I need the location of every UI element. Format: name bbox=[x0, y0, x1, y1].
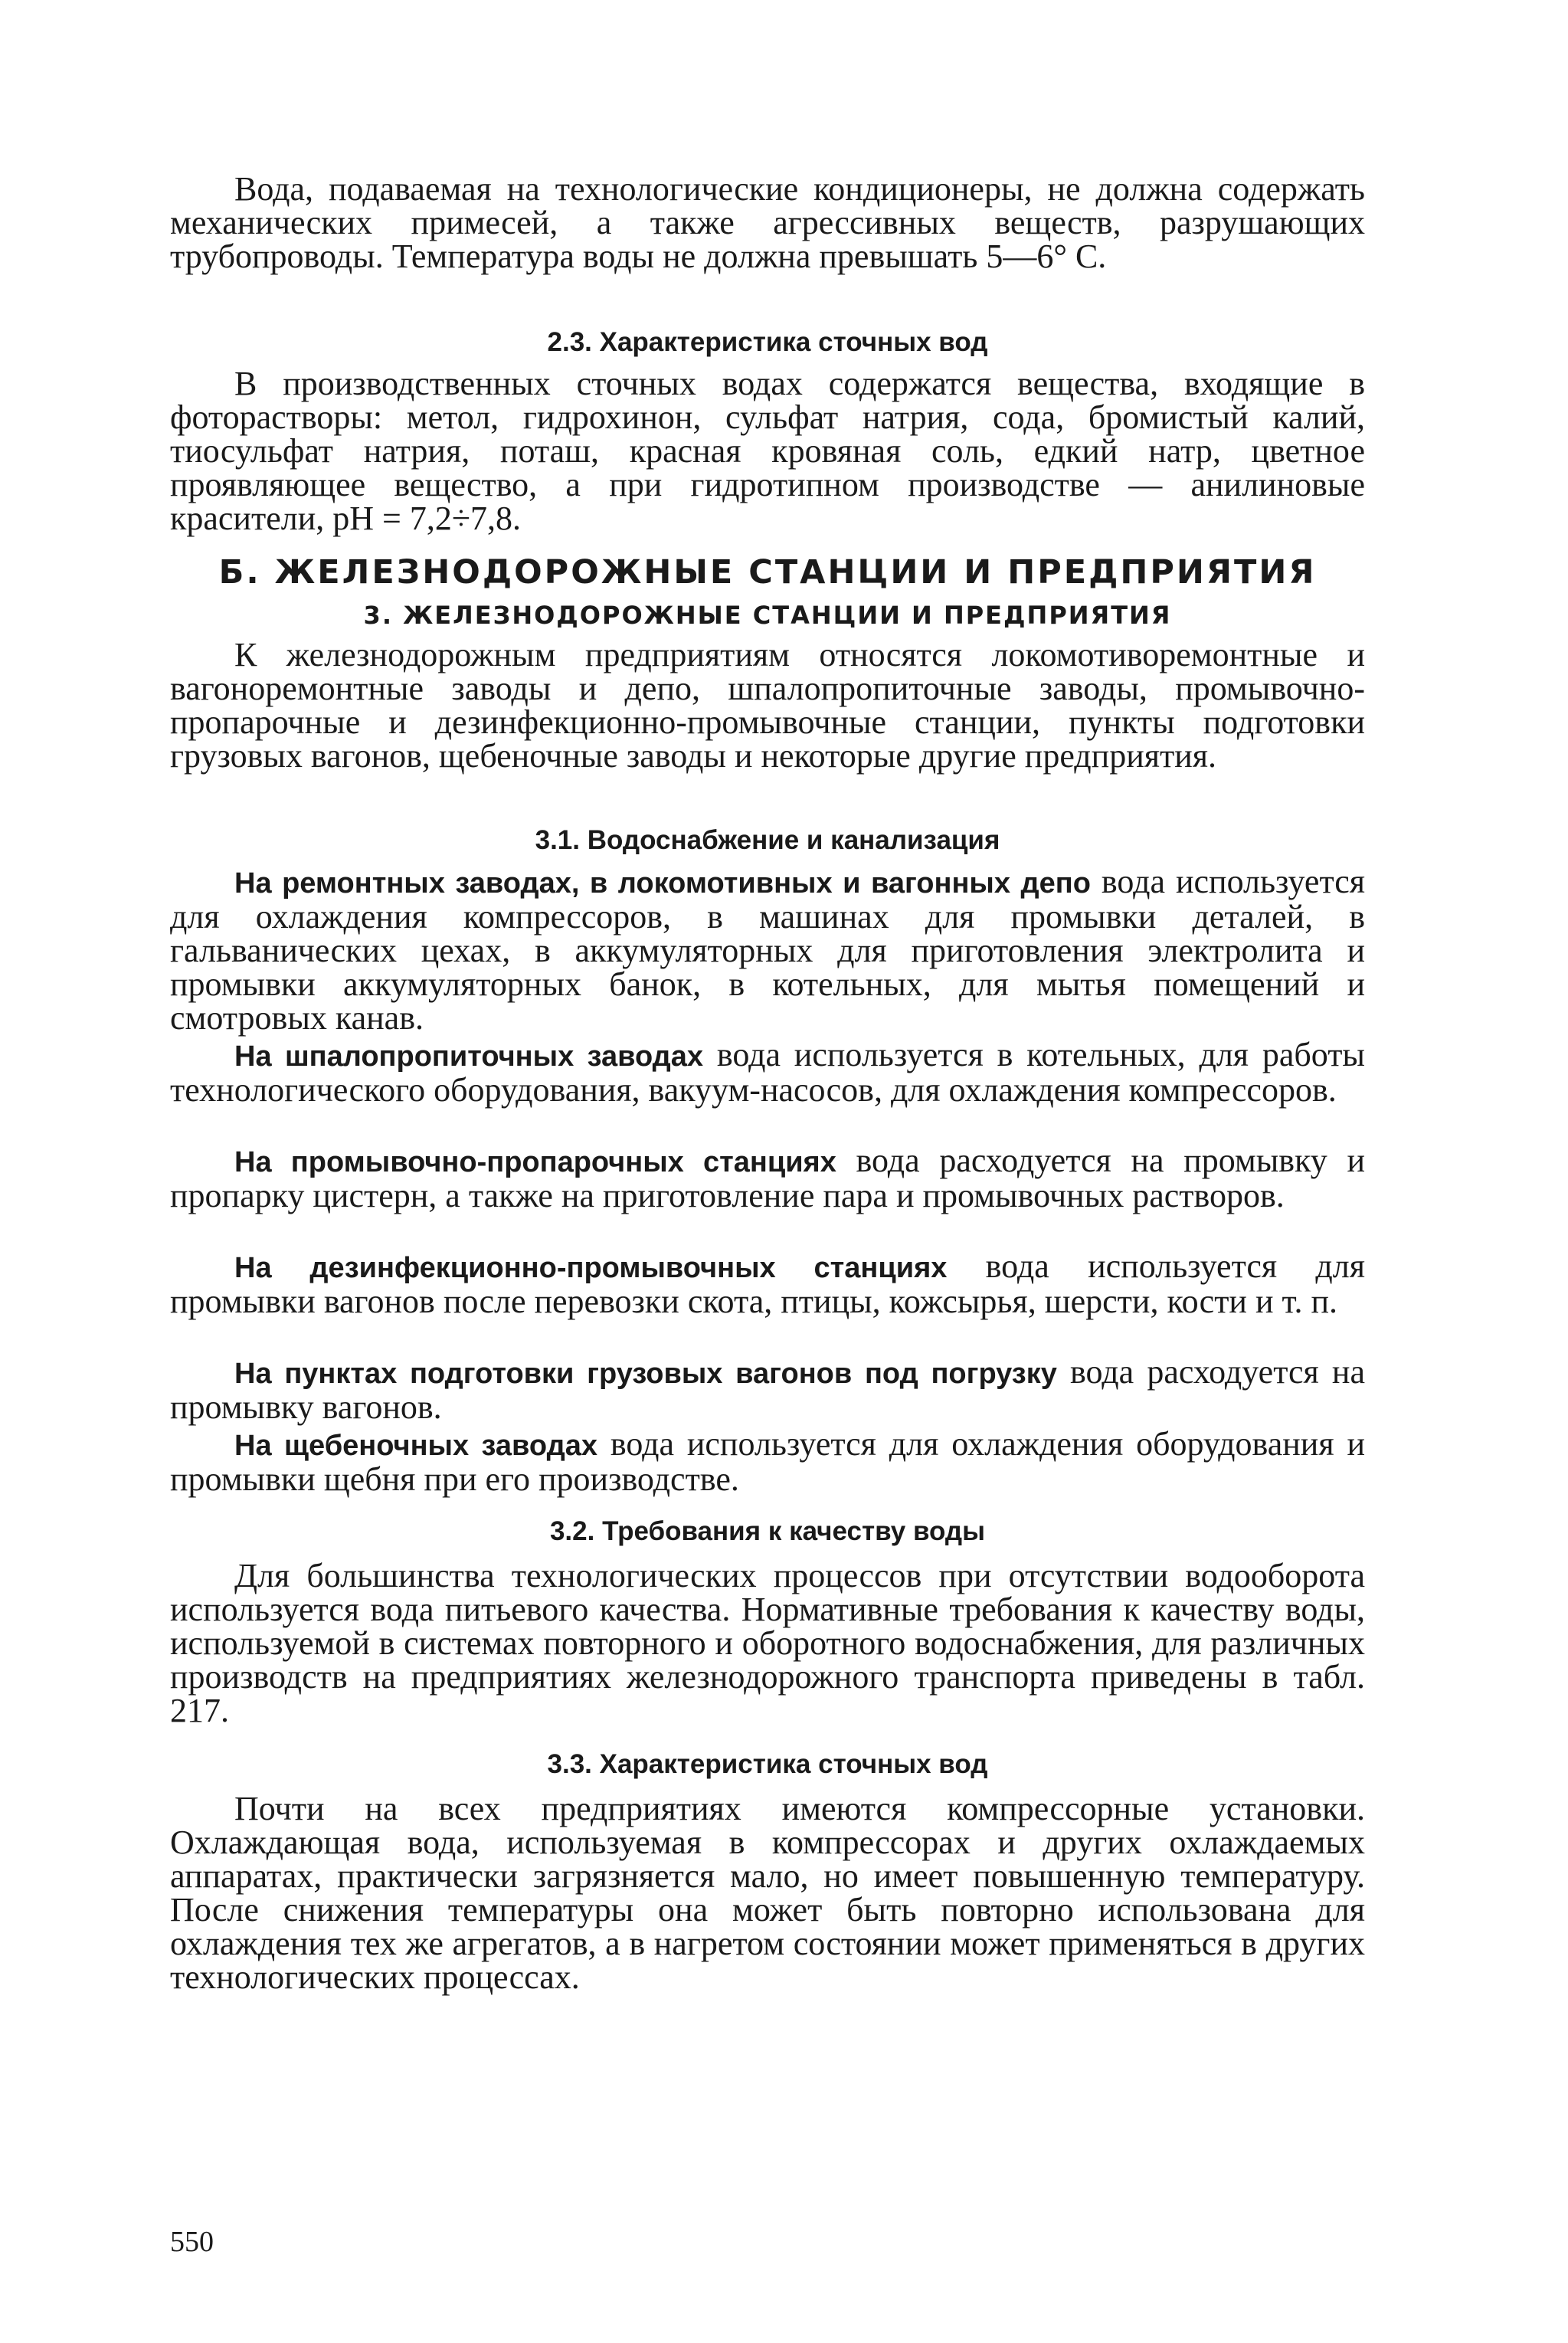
heading-3-2: 3.2. Требования к качеству воды bbox=[549, 1516, 986, 1546]
text-repair-plants: вода используется для охлаждения компрессоров, в машинах для промывки деталей, в гальванических цехах, в аккумуляторных для приготовления электролита и промывки аккумуляторных банок, в котельных, для мытья помещений и смотровых канав. bbox=[170, 863, 1365, 1037]
page-number: 550 bbox=[170, 2226, 214, 2258]
paragraph-disinfection bbox=[170, 1247, 1365, 1351]
paragraph-washing-steaming bbox=[170, 1144, 1365, 1245]
paragraph-repair-plants bbox=[170, 863, 1365, 1037]
paragraph-water-quality: Для большинства технологических процессов при отсутствии водооборота используется вода питьевого качества. Нормативные требования к качеству воды, используемой в системах повторного и оборотного водоснабжения, для различных производств на предприятиях железнодорожного транспорта приведены в табл. 217. bbox=[170, 1557, 1365, 1729]
heading-3-1: 3.1. Водоснабжение и канализация bbox=[535, 825, 1000, 855]
page-body bbox=[170, 172, 1365, 1994]
text-sleeper-plants: вода используется в котельных, для работы технологического оборудования, вакуум-насосов, для охлаждения компрессоров. bbox=[170, 1036, 1365, 1109]
bold-lead-wagon-preparation: На пунктах подготовки грузовых вагонов под погрузку bbox=[234, 1358, 1057, 1390]
paragraph-wagon-preparation bbox=[170, 1353, 1365, 1426]
bold-lead-disinfection: На дезинфекционно-промывочных станциях bbox=[234, 1252, 948, 1284]
bold-lead-sleeper-plants: На шпалопропиточных заводах bbox=[234, 1040, 704, 1073]
heading-2-3: 2.3. Характеристика сточных вод bbox=[547, 327, 988, 357]
paragraph-wastewater-composition: В производственных сточных водах содержатся вещества, входящие в фоторастворы: метол, гидрохинон, сульфат натрия, сода, бромистый калий, тиосульфат натрия, поташ, красная кровяная соль, едкий натр, цветное проявляющее вещество, а при гидротипном производстве — анилиновые красители, рН = 7,2÷7,8. bbox=[170, 365, 1365, 537]
paragraph-gravel-plants bbox=[170, 1425, 1365, 1498]
heading-3: 3. ЖЕЛЕЗНОДОРОЖНЫЕ СТАНЦИИ И ПРЕДПРИЯТИЯ bbox=[363, 601, 1172, 630]
paragraph-railway-enterprises: К железнодорожным предприятиям относятся локомотиворемонтные и вагоноремонтные заводы и депо, шпалопропиточные заводы, промывочно-пропарочные и дезинфекционно-промывочные станции, пункты подготовки грузовых вагонов, щебеночные заводы и некоторые другие предприятия. bbox=[170, 636, 1365, 775]
text-wagon-preparation: вода расходуется на промывку вагонов. bbox=[170, 1353, 1365, 1426]
paragraph-water-requirements: Вода, подаваемая на технологические кондиционеры, не должна содержать механических примесей, а также агрессивных веществ, разрушающих трубопроводы. Температура воды не должна превышать 5—6° С. bbox=[170, 170, 1365, 275]
bold-lead-gravel-plants: На щебеночных заводах bbox=[234, 1430, 598, 1462]
bold-lead-repair-plants: На ремонтных заводах, в локомотивных и вагонных депо bbox=[234, 867, 1091, 900]
text-disinfection: вода используется для промывки вагонов после перевозки скота, птицы, кожсырья, шерсти, кости и т. п. bbox=[170, 1247, 1365, 1320]
heading-section-b: Б. ЖЕЛЕЗНОДОРОЖНЫЕ СТАНЦИИ И ПРЕДПРИЯТИЯ bbox=[218, 553, 1317, 591]
text-washing-steaming: вода расходуется на промывку и пропарку цистерн, а также на приготовление пара и промывочных растворов. bbox=[170, 1142, 1366, 1214]
bold-lead-washing-steaming: На промывочно-пропарочных станциях bbox=[234, 1146, 836, 1178]
heading-3-3: 3.3. Характеристика сточных вод bbox=[547, 1749, 988, 1779]
text-gravel-plants: вода используется для охлаждения оборудования и промывки щебня при его производстве. bbox=[170, 1425, 1365, 1498]
paragraph-sleeper-plants bbox=[170, 1038, 1365, 1139]
paragraph-compressor-water: Почти на всех предприятиях имеются компрессорные установки. Охлаждающая вода, используемая в компрессорах и других охлаждаемых аппаратах, практически загрязняется мало, но имеет повышенную температуру. После снижения температуры она может быть повторно использована для охлаждения тех же агрегатов, а в нагретом состоянии может применяться в других технологических процессах. bbox=[170, 1790, 1365, 1996]
